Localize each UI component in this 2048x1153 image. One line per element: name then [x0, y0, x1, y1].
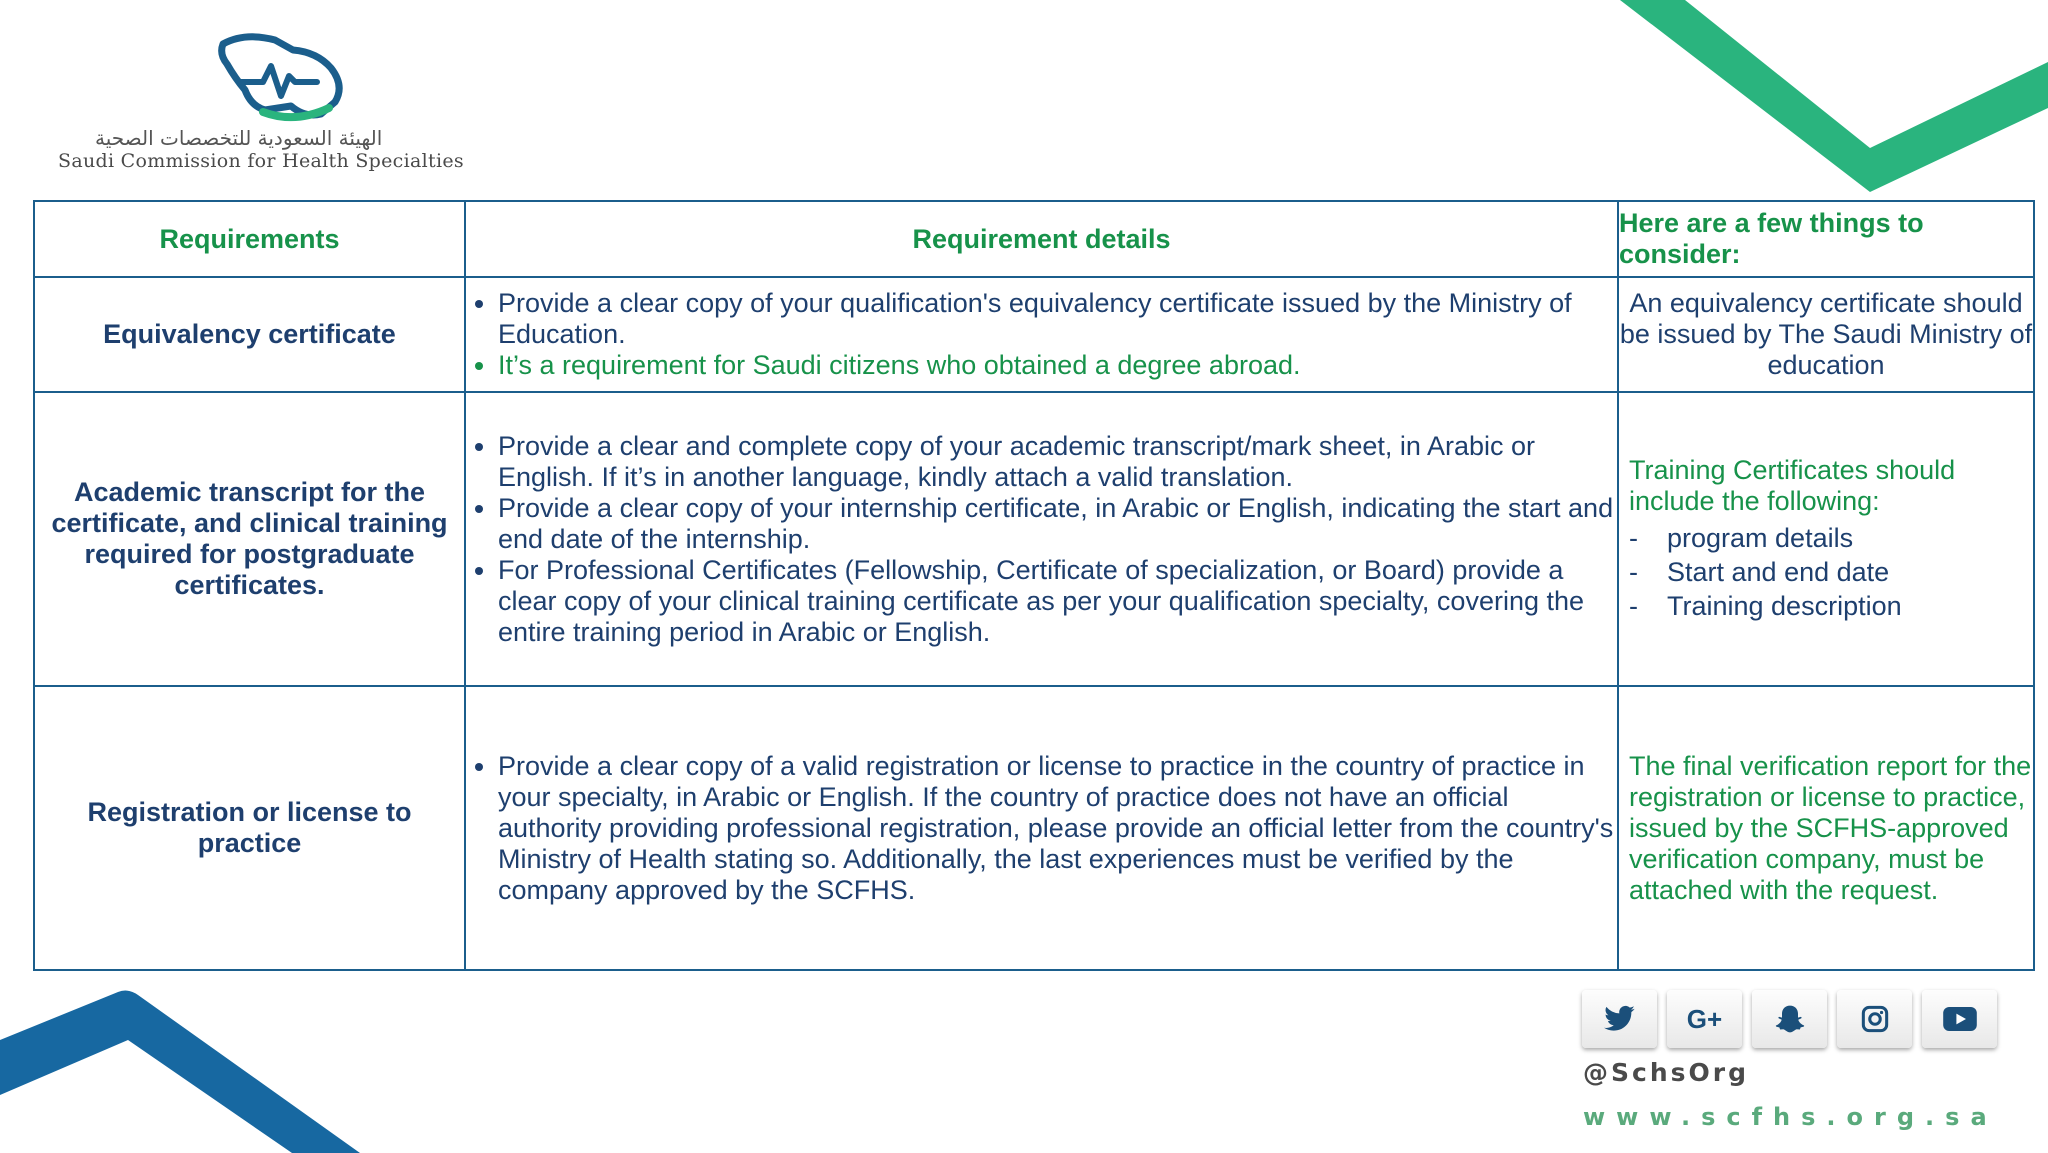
list-item: • Provide a clear and complete copy of your academic transcript/mark sheet, in Arabic or English. If it’s in another language, kindly attach a valid translation.: [498, 431, 1617, 493]
table-row: [34, 686, 2034, 970]
list-item: • Provide a clear copy of your qualification's equivalency certificate issued by the Ministry of Education.: [498, 288, 1617, 350]
note-text: An equivalency certificate should be issued by The Saudi Ministry of education: [1619, 288, 2033, 380]
requirement-details: [465, 392, 1618, 686]
scfhs-logo: [55, 30, 505, 180]
requirement-details: [465, 277, 1618, 392]
google-plus-icon[interactable]: G+: [1667, 990, 1742, 1048]
list-item: - Training description: [1629, 591, 1902, 621]
header-requirement-details: Requirement details: [465, 201, 1618, 277]
table-row: [34, 277, 2034, 392]
consideration-note: [1618, 686, 2034, 970]
note-text: The final verification report for the registration or license to practice, issued by the SCFHS-approved verification company, must be attached with the request.: [1629, 750, 2032, 905]
list-item: • It’s a requirement for Saudi citizens who obtained a degree abroad.: [498, 350, 1617, 381]
snapchat-icon[interactable]: [1752, 990, 1827, 1048]
top-right-chevron: [1620, 0, 2048, 192]
requirements-table: [33, 200, 2035, 971]
list-item: • Provide a clear copy of your internship certificate, in Arabic or English, indicating the start and end date of the internship.: [498, 493, 1617, 555]
list-item: • Provide a clear copy of a valid registration or license to practice in the country of practice in your specialty, in Arabic or English. If the country of practice does not have an official authority providing professional registration, please provide an official letter from the country's Ministry of Health stating so. Additionally, the last experiences must be verified by the company approved by the SCFHS.: [498, 751, 1617, 906]
header-requirements: Requirements: [34, 201, 465, 277]
logo-english-name: Saudi Commission for Health Specialties: [58, 150, 464, 172]
consideration-note: [1618, 277, 2034, 392]
note-block: [1619, 455, 2033, 623]
requirement-details: [465, 686, 1618, 970]
bottom-left-chevron: [0, 991, 360, 1153]
requirement-name: Academic transcript for the certificate, and clinical training required for postgraduate certificates.: [34, 392, 465, 686]
note-intro: Training Certificates should include the following:: [1629, 455, 1956, 516]
website-url[interactable]: www.scfhs.org.sa: [1583, 1103, 1998, 1131]
list-item: - Start and end date: [1629, 557, 1890, 587]
table-row: [34, 392, 2034, 686]
list-item: • For Professional Certificates (Fellowship, Certificate of specialization, or Board) provide a clear copy of your clinical training certificate as per your qualification specialty, covering the entire training period in Arabic or English.: [498, 555, 1617, 648]
requirement-name: Equivalency certificate: [34, 277, 465, 392]
social-handle[interactable]: @SchsOrg: [1583, 1058, 1749, 1087]
youtube-icon[interactable]: [1922, 990, 1997, 1048]
requirement-name: Registration or license to practice: [34, 686, 465, 970]
instagram-icon[interactable]: [1837, 990, 1912, 1048]
table-header-row: [34, 201, 2034, 277]
saudi-map-heartbeat-icon: [205, 30, 355, 125]
header-things-to-consider: Here are a few things to consider:: [1618, 201, 2034, 277]
consideration-note: [1618, 392, 2034, 686]
twitter-icon[interactable]: [1582, 990, 1657, 1048]
list-item: - program details: [1629, 523, 1854, 553]
logo-arabic-name: الهيئة السعودية للتخصصات الصحية: [95, 126, 383, 150]
